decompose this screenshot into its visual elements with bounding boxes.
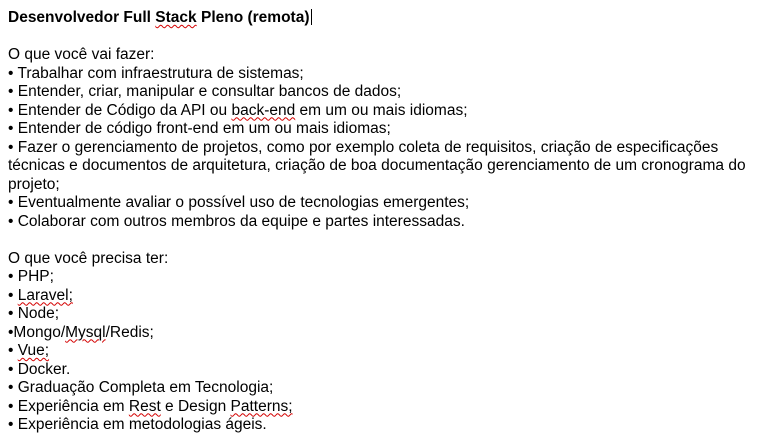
requirement-list-item	[8, 324, 769, 343]
section-heading-tasks: O que você vai fazer:	[8, 46, 155, 63]
requirement-list	[8, 268, 769, 435]
list-item-text: • Eventualmente avaliar o possível uso de tecnologias emergentes;	[8, 194, 470, 211]
requirement-list-item	[8, 268, 769, 287]
list-item-text: • Docker.	[8, 360, 71, 378]
text-cursor	[311, 9, 312, 25]
requirement-list-item	[8, 287, 769, 306]
spellcheck-flagged-word: back-end	[231, 101, 296, 119]
list-item-text: • PHP;	[8, 268, 54, 285]
list-item-text: • Trabalhar com infraestrutura de sistemas;	[8, 64, 304, 82]
spellcheck-flagged-word: Rest	[128, 397, 161, 415]
list-item-text: • Entender, criar, manipular e consultar bancos de dados;	[8, 83, 402, 100]
list-item-text: • Colaborar com outros membros da equipe e partes interessadas.	[8, 212, 465, 230]
requirement-list-item	[8, 342, 769, 361]
spellcheck-flagged-word: Vue;	[17, 342, 50, 359]
document-title	[8, 9, 769, 28]
list-item-text: • Graduação Completa em Tecnologia;	[8, 379, 274, 396]
title-flagged-word: Stack	[155, 9, 197, 26]
title-prefix: Desenvolvedor Full	[8, 9, 156, 26]
list-item-text: •Mongo/	[8, 323, 66, 341]
requirement-list-item	[8, 416, 769, 435]
requirement-list-item	[8, 379, 769, 398]
task-list-item	[8, 139, 769, 195]
blank-line	[8, 28, 769, 47]
list-item-text: • Entender de código front-end em um ou mais idiomas;	[8, 120, 391, 137]
task-list-item	[8, 213, 769, 232]
spellcheck-flagged-word: Laravel;	[17, 286, 73, 304]
list-item-text: • Node;	[8, 305, 60, 322]
task-list-item	[8, 120, 769, 139]
list-item-text: • Experiência em	[8, 397, 129, 415]
requirement-list-item	[8, 305, 769, 324]
task-list-item	[8, 102, 769, 121]
list-item-text: •	[8, 342, 18, 359]
list-item-text: em um ou mais idiomas;	[295, 101, 468, 119]
task-list-item	[8, 83, 769, 102]
list-item-text: •	[8, 286, 18, 304]
blank-line	[8, 231, 769, 250]
spellcheck-flagged-word: Patterns;	[230, 397, 293, 415]
list-item-text: /Redis;	[105, 323, 154, 341]
task-list	[8, 65, 769, 232]
task-list-item	[8, 65, 769, 84]
list-item-text: • Fazer o gerenciamento de projetos, como por exemplo coleta de requisitos, criação de especificações técnicas e documentos de arquitetura, criação de boa documentação gerenciamento de um cronograma do projeto;	[8, 138, 746, 193]
requirement-list-item	[8, 398, 769, 417]
section-heading-requirements: O que você precisa ter:	[8, 249, 169, 267]
list-item-text: e Design	[160, 397, 231, 415]
list-item-text: • Entender de Código da API ou	[8, 101, 232, 119]
list-item-text: • Experiência em metodologias ágeis.	[8, 416, 267, 433]
requirement-list-item	[8, 361, 769, 380]
spellcheck-flagged-word: Mysql	[65, 323, 106, 341]
title-suffix: Pleno (remota)	[196, 9, 310, 26]
task-list-item	[8, 194, 769, 213]
